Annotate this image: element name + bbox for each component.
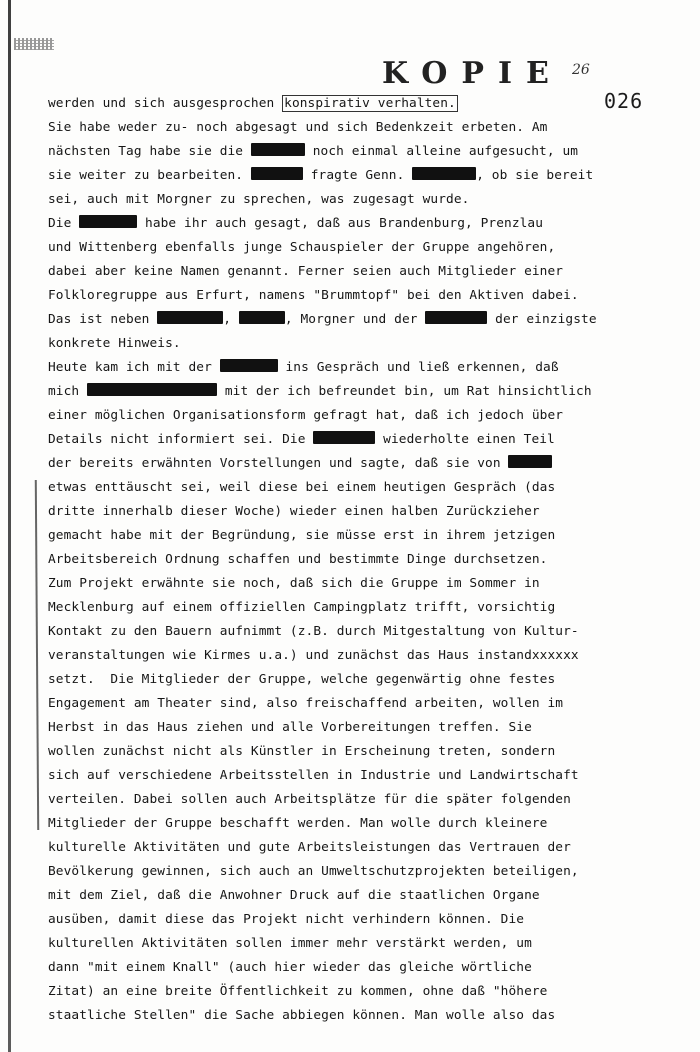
- text-fragment: sei, auch mit Morgner zu sprechen, was zugesagt wurde.: [48, 192, 470, 207]
- text-fragment: werden und sich ausgesprochen: [48, 96, 283, 111]
- text-line: [48, 644, 648, 668]
- text-fragment: Kontakt zu den Bauern aufnimmt (z.B. durch Mitgestaltung von Kultur-: [48, 624, 579, 639]
- text-fragment: Zum Projekt erwähnte sie noch, daß sich die Gruppe im Sommer in: [48, 576, 540, 591]
- redaction-bar: [239, 311, 285, 324]
- text-line: [48, 884, 648, 908]
- text-fragment: mich: [48, 384, 88, 399]
- text-line: [48, 284, 648, 308]
- scan-edge: [8, 0, 11, 1052]
- redaction-bar: [412, 167, 476, 180]
- text-fragment: einer möglichen Organisationsform gefragt hat, daß ich jedoch über: [48, 408, 564, 423]
- text-fragment: der bereits erwähnten Vorstellungen und sagte, daß sie von: [48, 456, 509, 471]
- text-line: [48, 428, 648, 452]
- text-line: [48, 380, 648, 404]
- text-fragment: habe ihr auch gesagt, daß aus Brandenburg, Prenzlau: [137, 216, 544, 231]
- text-line: [48, 812, 648, 836]
- text-fragment: Die: [48, 216, 80, 231]
- text-fragment: fragte Genn.: [302, 168, 413, 183]
- handwritten-page-number: 26: [572, 62, 590, 78]
- text-fragment: wollen zunächst nicht als Künstler in Erscheinung treten, sondern: [48, 744, 556, 759]
- text-fragment: ,: [223, 312, 239, 327]
- text-fragment: konkrete Hinweis.: [48, 336, 181, 351]
- kopie-stamp: KOPIE: [382, 56, 563, 91]
- text-line: [48, 932, 648, 956]
- text-fragment: staatliche Stellen" die Sache abbiegen können. Man wolle also das: [48, 1008, 556, 1023]
- text-fragment: dann "mit einem Knall" (auch hier wieder das gleiche wörtliche: [48, 960, 532, 975]
- redaction-bar: [313, 431, 375, 444]
- text-line: [48, 164, 648, 188]
- text-line: [48, 92, 648, 116]
- text-fragment: Zitat) an eine breite Öffentlichkeit zu kommen, ohne daß "höhere: [48, 984, 548, 999]
- text-fragment: Das ist neben: [48, 312, 158, 327]
- text-line: [48, 548, 648, 572]
- text-line: [48, 404, 648, 428]
- text-fragment: noch einmal alleine aufgesucht, um: [304, 144, 579, 159]
- text-fragment: Heute kam ich mit der: [48, 360, 220, 375]
- text-fragment: gemacht habe mit der Begründung, sie müsse erst in ihrem jetzigen: [48, 528, 556, 543]
- text-fragment: veranstaltungen wie Kirmes u.a.) und zunächst das Haus instandxxxxxx: [48, 648, 579, 663]
- redaction-bar: [87, 383, 217, 396]
- text-line: [48, 260, 648, 284]
- text-fragment: Mitglieder der Gruppe beschafft werden. Man wolle durch kleinere: [48, 816, 548, 831]
- redaction-bar: [425, 311, 487, 324]
- text-line: [48, 980, 648, 1004]
- text-fragment: Sie habe weder zu- noch abgesagt und sich Bedenkzeit erbeten. Am: [48, 120, 548, 135]
- text-fragment: , ob sie bereit: [476, 168, 594, 183]
- document-body: [48, 92, 648, 1028]
- text-line: [48, 116, 648, 140]
- text-line: [48, 836, 648, 860]
- text-fragment: nächsten Tag habe sie die: [48, 144, 251, 159]
- text-fragment: kulturellen Aktivitäten sollen immer mehr verstärkt werden, um: [48, 936, 532, 951]
- text-line: [48, 572, 648, 596]
- redaction-bar: [508, 455, 552, 468]
- text-fragment: verteilen. Dabei sollen auch Arbeitsplätze für die später folgenden: [48, 792, 571, 807]
- text-fragment: und Wittenberg ebenfalls junge Schauspieler der Gruppe angehören,: [48, 240, 556, 255]
- text-fragment: Bevölkerung gewinnen, sich auch an Umweltschutzprojekten beteiligen,: [48, 864, 579, 879]
- text-fragment: sich auf verschiedene Arbeitsstellen in Industrie und Landwirtschaft: [48, 768, 579, 783]
- text-line: [48, 908, 648, 932]
- text-fragment: Herbst in das Haus ziehen und alle Vorbereitungen treffen. Sie: [48, 720, 532, 735]
- text-fragment: kulturelle Aktivitäten und gute Arbeitsleistungen das Vertrauen der: [48, 840, 571, 855]
- text-line: [48, 452, 648, 476]
- text-fragment: mit dem Ziel, daß die Anwohner Druck auf die staatlichen Organe: [48, 888, 540, 903]
- boxed-text: konspirativ verhalten.: [284, 96, 456, 111]
- text-line: [48, 500, 648, 524]
- text-fragment: Mecklenburg auf einem offiziellen Campingplatz trifft, vorsichtig: [48, 600, 556, 615]
- text-fragment: setzt. Die Mitglieder der Gruppe, welche gegenwärtig ohne festes: [48, 672, 556, 687]
- text-fragment: dritte innerhalb dieser Woche) wieder einen halben Zurückzieher: [48, 504, 540, 519]
- text-fragment: dabei aber keine Namen genannt. Ferner seien auch Mitglieder einer: [48, 264, 564, 279]
- scan-artifact: [14, 38, 54, 50]
- text-line: [48, 716, 648, 740]
- text-line: [48, 356, 648, 380]
- text-line: [48, 692, 648, 716]
- text-fragment: Engagement am Theater sind, also freischaffend arbeiten, wollen im: [48, 696, 564, 711]
- text-line: [48, 236, 648, 260]
- text-line: [48, 788, 648, 812]
- text-line: [48, 308, 648, 332]
- text-line: [48, 740, 648, 764]
- text-fragment: ausüben, damit diese das Projekt nicht verhindern können. Die: [48, 912, 525, 927]
- text-line: [48, 1004, 648, 1028]
- redaction-bar: [251, 167, 303, 180]
- text-fragment: etwas enttäuscht sei, weil diese bei einem heutigen Gespräch (das: [48, 480, 556, 495]
- margin-mark: [35, 480, 39, 830]
- text-fragment: Details nicht informiert sei. Die: [48, 432, 314, 447]
- text-line: [48, 764, 648, 788]
- page-number: 026: [604, 89, 644, 113]
- text-line: [48, 860, 648, 884]
- text-fragment: wiederholte einen Teil: [375, 432, 555, 447]
- text-line: [48, 620, 648, 644]
- text-fragment: sie weiter zu bearbeiten.: [48, 168, 251, 183]
- text-fragment: , Morgner und der: [284, 312, 426, 327]
- text-line: [48, 188, 648, 212]
- text-line: [48, 332, 648, 356]
- redaction-bar: [251, 143, 305, 156]
- text-line: [48, 140, 648, 164]
- text-fragment: Folkloregruppe aus Erfurt, namens "Brummtopf" bei den Aktiven dabei.: [48, 288, 579, 303]
- text-line: [48, 596, 648, 620]
- text-fragment: mit der ich befreundet bin, um Rat hinsichtlich: [217, 384, 592, 399]
- text-line: [48, 476, 648, 500]
- redaction-bar: [79, 215, 137, 228]
- text-fragment: ins Gespräch und ließ erkennen, daß: [277, 360, 559, 375]
- text-fragment: Arbeitsbereich Ordnung schaffen und bestimmte Dinge durchsetzen.: [48, 552, 548, 567]
- redaction-bar: [220, 359, 278, 372]
- text-line: [48, 212, 648, 236]
- text-line: [48, 668, 648, 692]
- text-line: [48, 524, 648, 548]
- redaction-bar: [157, 311, 223, 324]
- text-fragment: der einzigste: [487, 312, 597, 327]
- text-line: [48, 956, 648, 980]
